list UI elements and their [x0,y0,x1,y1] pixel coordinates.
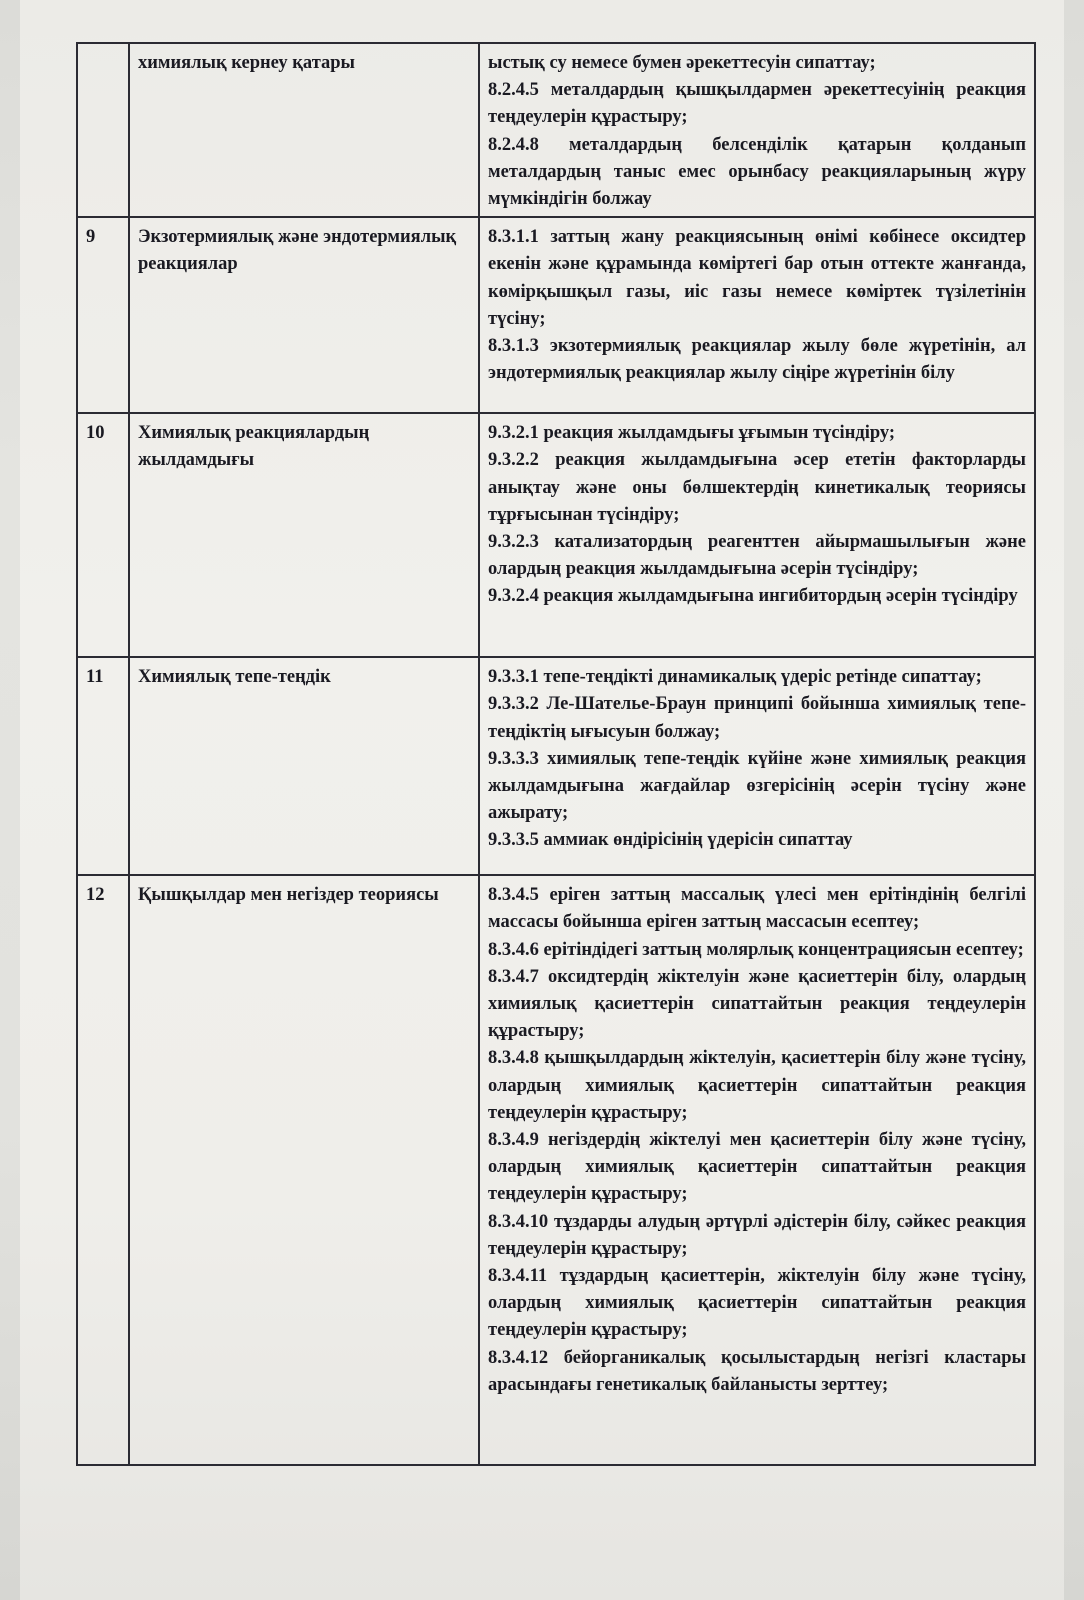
topic-cell: Экзотермиялық және эндотермиялық реакциялар [129,217,479,413]
table-row [77,657,1035,875]
objective-item: 9.3.2.1 реакция жылдамдығы ұғымын түсіндіру; [488,423,896,444]
table-row [77,413,1035,657]
objectives-cell [479,413,1035,657]
objective-item: 8.3.1.3 экзотермиялық реакциялар жылу бөле жүретінін, ал эндотермиялық реакциялар жылу сіңіре жүретінін білу [488,336,1026,384]
row-number: 10 [77,413,129,657]
objective-item: 9.3.3.2 Ле-Шателье-Браун принципі бойынша химиялық тепе-теңдіктің ығысуын болжау; [488,694,1026,742]
objectives-cell [479,657,1035,875]
objective-item: 9.3.3.1 тепе-теңдікті динамикалық үдеріс ретінде сипаттау; [488,667,982,688]
objective-item: 9.3.3.5 аммиак өндірісінің үдерісін сипаттау [488,830,853,851]
topic-cell: химиялық кернеу қатары [129,43,479,217]
objective-item: 8.3.4.6 ерітіндідегі заттың молярлық концентрациясын есептеу; [488,939,1024,960]
objective-item: 8.3.1.1 заттың жану реакциясының өнімі көбінесе оксидтер екенін және құрамында көміртегі бар отын оттекте жанғанда, көмірқышқыл газы, иіс газы немесе көміртек түзілетінін түсіну; [488,227,1026,329]
topic-cell: Химиялық тепе-теңдік [129,657,479,875]
objectives-cell [479,875,1035,1465]
objective-item: 9.3.2.2 реакция жылдамдығына әсер ететін факторларды анықтау және оны бөлшектердің кинетикалық теориясы тұрғысынан түсіндіру; [488,450,1026,525]
row-number [77,43,129,217]
objective-item: 9.3.3.3 химиялық тепе-теңдік күйіне және химиялық реакция жылдамдығына жағдайлар өзгерісінің әсерін түсіну және ажырату; [488,748,1026,824]
topic-cell: Қышқылдар мен негіздер теориясы [129,875,479,1465]
row-number: 11 [77,657,129,875]
objective-item: 8.3.4.7 оксидтердің жіктелуін және қасиеттерін білу, олардың химиялық қасиеттерін сипаттайтын реакция теңдеулерін құрастыру; [488,966,1026,1042]
curriculum-table [76,42,1036,1466]
row-number: 12 [77,875,129,1465]
objective-item: 8.3.4.5 еріген заттың массалық үлесі мен ерітіндінің белгілі массасы бойынша еріген заттың массасын есептеу; [488,885,1026,933]
objective-item: 9.3.2.3 катализатордың реагенттен айырмашылығын және олардың реакция жылдамдығына әсерін түсіндіру; [488,532,1026,580]
objective-item: 8.3.4.11 тұздардың қасиеттерін, жіктелуін білу және түсіну, олардың химиялық қасиеттерін сипаттайтын реакция теңдеулерін құрастыру; [488,1266,1026,1341]
table-row [77,875,1035,1465]
objective-item: 8.3.4.8 қышқылдардың жіктелуін, қасиеттерін білу және түсіну, олардың химиялық қасиеттерін сипаттайтын реакция теңдеулерін құрастыру; [488,1048,1026,1123]
objective-item: 8.2.4.5 металдардың қышқылдармен әрекеттесуінің реакция теңдеулерін құрастыру; [488,80,1026,128]
topic-cell: Химиялық реакциялардың жылдамдығы [129,413,479,657]
objective-item: 9.3.2.4 реакция жылдамдығына ингибитордың әсерін түсіндіру [488,586,1018,607]
table-row [77,43,1035,217]
objective-item: 8.3.4.10 тұздарды алудың әртүрлі әдістерін білу, сәйкес реакция теңдеулерін құрастыру; [488,1211,1026,1259]
table-row [77,217,1035,413]
objectives-cell [479,43,1035,217]
objectives-cell [479,217,1035,413]
row-number: 9 [77,217,129,413]
objective-item: 8.3.4.12 бейорганикалық қосылыстардың негізгі кластары арасындағы генетикалық байланысты зерттеу; [488,1347,1026,1395]
document-page [20,0,1064,1600]
objective-item: 8.3.4.9 негіздердің жіктелуі мен қасиеттерін білу және түсіну, олардың химиялық қасиеттерін сипаттайтын реакция теңдеулерін құрастыру; [488,1130,1026,1205]
objective-item: 8.2.4.8 металдардың белсенділік қатарын қолданып металдардың таныс емес орынбасу реакцияларының жүру мүмкіндігін болжау [488,134,1026,210]
objective-item: ыстық су немесе бумен әрекеттесуін сипаттау; [488,53,876,73]
